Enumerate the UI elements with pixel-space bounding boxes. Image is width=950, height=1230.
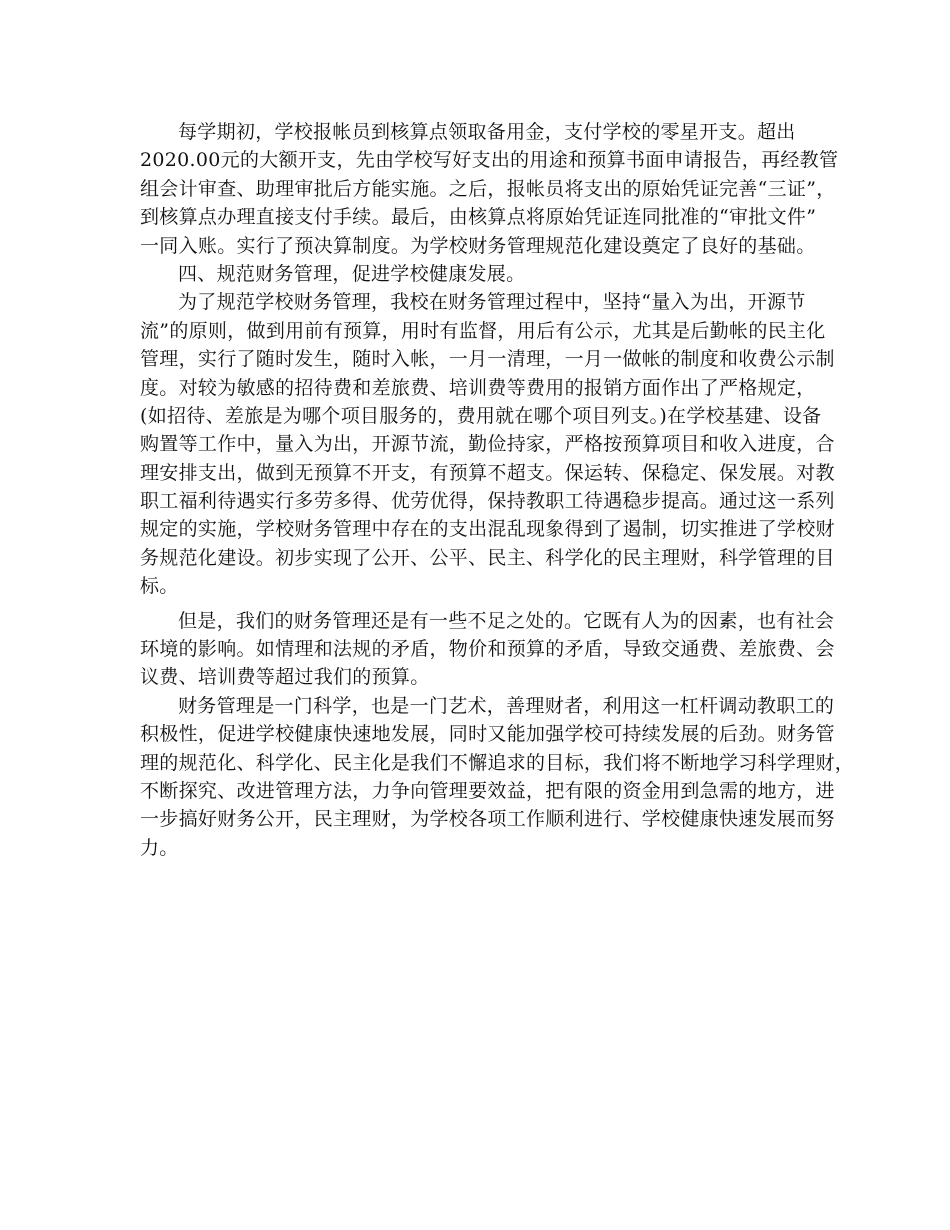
text-line: 每学期初，学校报帐员到核算点领取备用金，支付学校的零星开支。超出 — [178, 121, 796, 143]
text-line: 议费、培训费等超过我们的预算。 — [140, 666, 430, 689]
text-line: 2020.00元的大额开支，先由学校写好支出的用途和预算书面申请报告，再经教管 — [140, 149, 839, 172]
text-line: (如招待、差旅是为哪个项目服务的，费用就在哪个项目列支。)在学校基建、设备 — [140, 404, 822, 427]
text-line: 流”的原则，做到用前有预算，用时有监督，用后有公示，尤其是后勤帐的民主化 — [140, 319, 826, 342]
text-line: 职工福利待遇实行多劳多得、优劳优得，保持教职工待遇稳步提高。通过这一系列 — [140, 490, 835, 513]
text-line: 一步搞好财务公开，民主理财，为学校各项工作顺利进行、学校健康快速发展而努 — [140, 808, 835, 831]
text-line: 理的规范化、科学化、民主化是我们不懈追求的目标，我们将不断地学习科学理财， — [140, 751, 855, 774]
text-line: 力。 — [140, 836, 179, 859]
text-line: 规定的实施，学校财务管理中存在的支出混乱现象得到了遏制，切实推进了学校财 — [140, 518, 835, 541]
text-line: 到核算点办理直接支付手续。最后，由核算点将原始凭证连同批准的“审批文件” — [140, 206, 817, 229]
section-heading: 四、规范财务管理，促进学校健康发展。 — [178, 262, 526, 285]
text-line: 理安排支出，做到无预算不开支，有预算不超支。保运转、保稳定、保发展。对教 — [140, 461, 835, 484]
text-line: 一同入账。实行了预决算制度。为学校财务管理规范化建设奠定了良好的基础。 — [140, 234, 816, 257]
document-body — [140, 118, 855, 862]
text-line: 积极性，促进学校健康快速地发展，同时又能加强学校可持续发展的后劲。财务管 — [140, 723, 835, 746]
text-line: 组会计审查、助理审批后方能实施。之后，报帐员将支出的原始凭证完善“三证”， — [140, 177, 836, 200]
text-line: 为了规范学校财务管理，我校在财务管理过程中，坚持“量入为出，开源节 — [178, 291, 806, 314]
text-line: 财务管理是一门科学，也是一门艺术，善理财者，利用这一杠杆调动教职工的 — [178, 694, 835, 717]
text-line: 但是，我们的财务管理还是有一些不足之处的。它既有人为的因素，也有社会 — [178, 609, 835, 632]
text-line: 不断探究、改进管理方法，力争向管理要效益，把有限的资金用到急需的地方，进 — [140, 779, 835, 802]
text-line: 环境的影响。如情理和法规的矛盾，物价和预算的矛盾，导致交通费、差旅费、会 — [140, 638, 835, 661]
text-line: 标。 — [140, 575, 179, 598]
text-line: 管理，实行了随时发生，随时入帐，一月一清理，一月一做帐的制度和收费公示制 — [140, 348, 835, 371]
text-line: 购置等工作中，量入为出，开源节流，勤俭持家，严格按预算项目和收入进度，合 — [140, 433, 835, 456]
text-line: 度。对较为敏感的招待费和差旅费、培训费等费用的报销方面作出了严格规定， — [140, 376, 816, 399]
text-line: 务规范化建设。初步实现了公开、公平、民主、科学化的民主理财，科学管理的目 — [140, 546, 835, 569]
